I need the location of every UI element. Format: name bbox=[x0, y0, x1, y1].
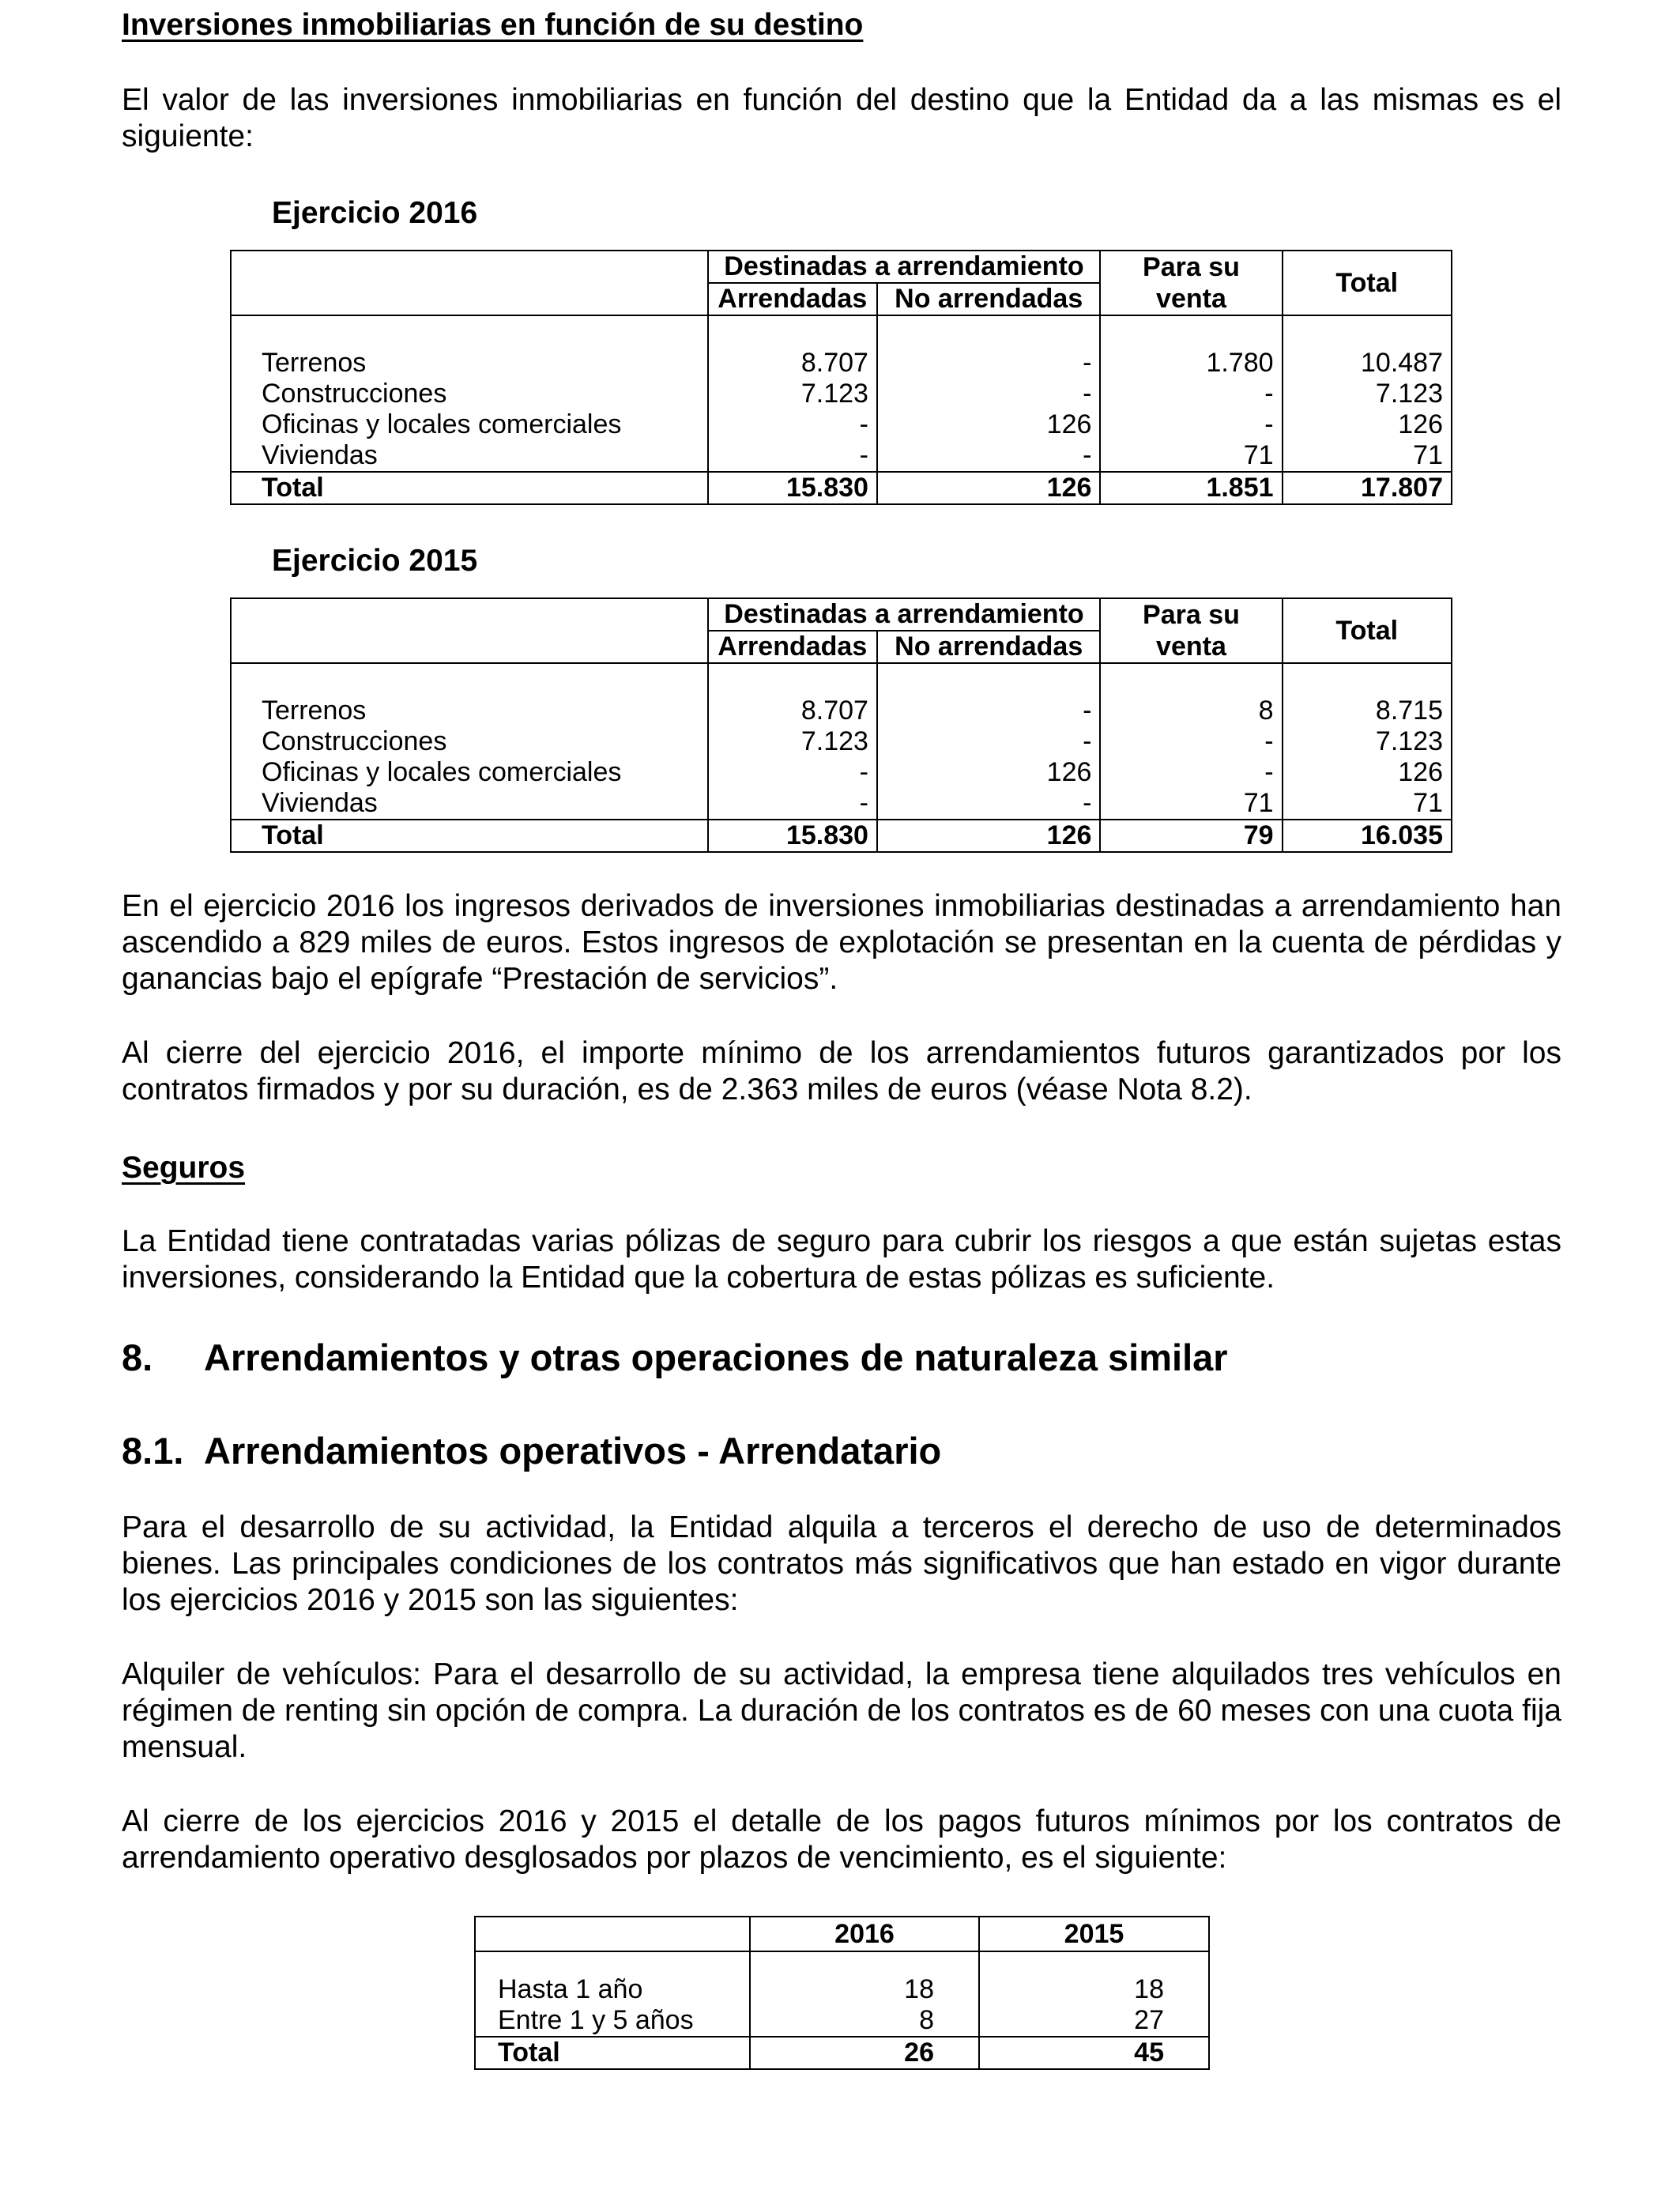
row-label: Entre 1 y 5 años bbox=[475, 2005, 750, 2037]
investments-heading: Inversiones inmobiliarias en función de su destino bbox=[122, 8, 864, 42]
total-arrendadas: 15.830 bbox=[708, 820, 877, 852]
table-total-row bbox=[231, 472, 1452, 504]
row-label: Viviendas bbox=[231, 440, 708, 472]
section-8-number: 8. bbox=[122, 1336, 153, 1378]
total-2015: 45 bbox=[979, 2037, 1209, 2069]
table-row bbox=[475, 1974, 1209, 2005]
cell-no-arrendadas: - bbox=[877, 726, 1100, 757]
total-venta: 1.851 bbox=[1100, 472, 1282, 504]
table-row bbox=[231, 440, 1452, 472]
investments-intro: El valor de las inversiones inmobiliarias en función del destino que la Entidad da a las mismas es el siguiente: bbox=[122, 83, 1561, 153]
table-row bbox=[231, 409, 1452, 440]
section-8-heading bbox=[122, 1336, 1228, 1379]
total-label: Total bbox=[231, 820, 708, 852]
header-arrendadas: Arrendadas bbox=[708, 631, 877, 663]
payments-header-blank bbox=[475, 1917, 750, 1951]
row-label: Viviendas bbox=[231, 788, 708, 820]
section-8-1-number: 8.1. bbox=[122, 1430, 184, 1472]
cell-venta: 8 bbox=[1100, 696, 1282, 726]
section-8-title: Arrendamientos y otras operaciones de naturaleza similar bbox=[204, 1336, 1228, 1378]
cell-no-arrendadas: - bbox=[877, 348, 1100, 379]
table-2015-caption: Ejercicio 2015 bbox=[272, 544, 478, 578]
total-total: 16.035 bbox=[1283, 820, 1452, 852]
total-2016: 26 bbox=[750, 2037, 979, 2069]
cell-arrendadas: 8.707 bbox=[708, 348, 877, 379]
header-no-arrendadas: No arrendadas bbox=[877, 283, 1100, 315]
table-row bbox=[231, 696, 1452, 726]
header-para-su: Para su bbox=[1100, 251, 1282, 283]
cell-no-arrendadas: - bbox=[877, 788, 1100, 820]
cell-venta: - bbox=[1100, 409, 1282, 440]
row-label: Hasta 1 año bbox=[475, 1974, 750, 2005]
cell-arrendadas: 7.123 bbox=[708, 726, 877, 757]
total-label: Total bbox=[231, 472, 708, 504]
cell-2015: 27 bbox=[979, 2005, 1209, 2037]
total-label: Total bbox=[475, 2037, 750, 2069]
cell-no-arrendadas: - bbox=[877, 379, 1100, 409]
cell-total: 71 bbox=[1283, 440, 1452, 472]
insurance-heading: Seguros bbox=[122, 1151, 246, 1185]
header-venta: venta bbox=[1100, 631, 1282, 663]
cell-venta: - bbox=[1100, 726, 1282, 757]
section-8-1-heading bbox=[122, 1429, 941, 1472]
total-no-arrendadas: 126 bbox=[877, 820, 1100, 852]
cell-2016: 8 bbox=[750, 2005, 979, 2037]
table-row bbox=[231, 379, 1452, 409]
row-label: Terrenos bbox=[231, 696, 708, 726]
header-venta: venta bbox=[1100, 283, 1282, 315]
minimum-paragraph: Al cierre del ejercicio 2016, el importe mínimo de los arrendamientos futuros garantizados por los contratos firmados y por su duración, es de 2.363 miles de euros (véase Nota 8.2). bbox=[122, 1036, 1561, 1106]
total-arrendadas: 15.830 bbox=[708, 472, 877, 504]
header-arrendadas: Arrendadas bbox=[708, 283, 877, 315]
cell-total: 126 bbox=[1283, 757, 1452, 788]
cell-total: 126 bbox=[1283, 409, 1452, 440]
header-total: Total bbox=[1283, 598, 1452, 663]
cell-2016: 18 bbox=[750, 1974, 979, 2005]
payments-header-2016: 2016 bbox=[750, 1917, 979, 1951]
cell-venta: - bbox=[1100, 379, 1282, 409]
total-no-arrendadas: 126 bbox=[877, 472, 1100, 504]
cell-2015: 18 bbox=[979, 1974, 1209, 2005]
table-2015 bbox=[230, 598, 1452, 853]
leasing-paragraph-1: Para el desarrollo de su actividad, la Entidad alquila a terceros el derecho de uso de determinados bienes. Las principales condiciones de los contratos más significativos que han estado en vigor durante los ejercicios 2016 y 2015 son las siguientes: bbox=[122, 1510, 1561, 1617]
section-8-1-title: Arrendamientos operativos - Arrendatario bbox=[204, 1430, 942, 1472]
total-venta: 79 bbox=[1100, 820, 1282, 852]
table-total-row bbox=[475, 2037, 1209, 2069]
cell-arrendadas: - bbox=[708, 788, 877, 820]
cell-venta: 71 bbox=[1100, 440, 1282, 472]
cell-total: 71 bbox=[1283, 788, 1452, 820]
cell-no-arrendadas: - bbox=[877, 440, 1100, 472]
cell-arrendadas: 7.123 bbox=[708, 379, 877, 409]
table-row bbox=[231, 788, 1452, 820]
insurance-paragraph: La Entidad tiene contratadas varias pólizas de seguro para cubrir los riesgos a que están sujetas estas inversiones, considerando la Entidad que la cobertura de estas pólizas es suficiente. bbox=[122, 1224, 1561, 1295]
header-group: Destinadas a arrendamiento bbox=[708, 598, 1101, 631]
cell-total: 7.123 bbox=[1283, 726, 1452, 757]
cell-total: 10.487 bbox=[1283, 348, 1452, 379]
cell-no-arrendadas: - bbox=[877, 696, 1100, 726]
row-label: Terrenos bbox=[231, 348, 708, 379]
leasing-paragraph-2: Alquiler de vehículos: Para el desarrollo de su actividad, la empresa tiene alquilados tres vehículos en régimen de renting sin opción de compra. La duración de los contratos es de 60 meses con una cuota fija mensual. bbox=[122, 1657, 1561, 1764]
cell-total: 8.715 bbox=[1283, 696, 1452, 726]
table-total-row bbox=[231, 820, 1452, 852]
table-row bbox=[231, 726, 1452, 757]
cell-arrendadas: - bbox=[708, 757, 877, 788]
table-row bbox=[231, 348, 1452, 379]
income-paragraph: En el ejercicio 2016 los ingresos derivados de inversiones inmobiliarias destinadas a arrendamiento han ascendido a 829 miles de euros. Estos ingresos de explotación se presentan en la cuenta de pérdidas y ganancias bajo el epígrafe “Prestación de servicios”. bbox=[122, 889, 1561, 996]
cell-arrendadas: 8.707 bbox=[708, 696, 877, 726]
table-header-blank bbox=[231, 598, 708, 663]
table-header-blank bbox=[231, 251, 708, 315]
header-para-su: Para su bbox=[1100, 598, 1282, 631]
total-total: 17.807 bbox=[1283, 472, 1452, 504]
row-label: Oficinas y locales comerciales bbox=[231, 409, 708, 440]
cell-no-arrendadas: 126 bbox=[877, 757, 1100, 788]
table-row bbox=[231, 757, 1452, 788]
cell-venta: 71 bbox=[1100, 788, 1282, 820]
payments-header-2015: 2015 bbox=[979, 1917, 1209, 1951]
table-2016 bbox=[230, 250, 1452, 505]
header-group: Destinadas a arrendamiento bbox=[708, 251, 1101, 283]
cell-arrendadas: - bbox=[708, 409, 877, 440]
table-2016-caption: Ejercicio 2016 bbox=[272, 196, 478, 230]
header-no-arrendadas: No arrendadas bbox=[877, 631, 1100, 663]
row-label: Construcciones bbox=[231, 726, 708, 757]
header-total: Total bbox=[1283, 251, 1452, 315]
table-row bbox=[475, 2005, 1209, 2037]
cell-arrendadas: - bbox=[708, 440, 877, 472]
cell-venta: - bbox=[1100, 757, 1282, 788]
payments-table bbox=[474, 1916, 1210, 2070]
cell-total: 7.123 bbox=[1283, 379, 1452, 409]
row-label: Oficinas y locales comerciales bbox=[231, 757, 708, 788]
cell-venta: 1.780 bbox=[1100, 348, 1282, 379]
cell-no-arrendadas: 126 bbox=[877, 409, 1100, 440]
row-label: Construcciones bbox=[231, 379, 708, 409]
leasing-paragraph-3: Al cierre de los ejercicios 2016 y 2015 el detalle de los pagos futuros mínimos por los contratos de arrendamiento operativo desglosados por plazos de vencimiento, es el siguiente: bbox=[122, 1804, 1561, 1875]
